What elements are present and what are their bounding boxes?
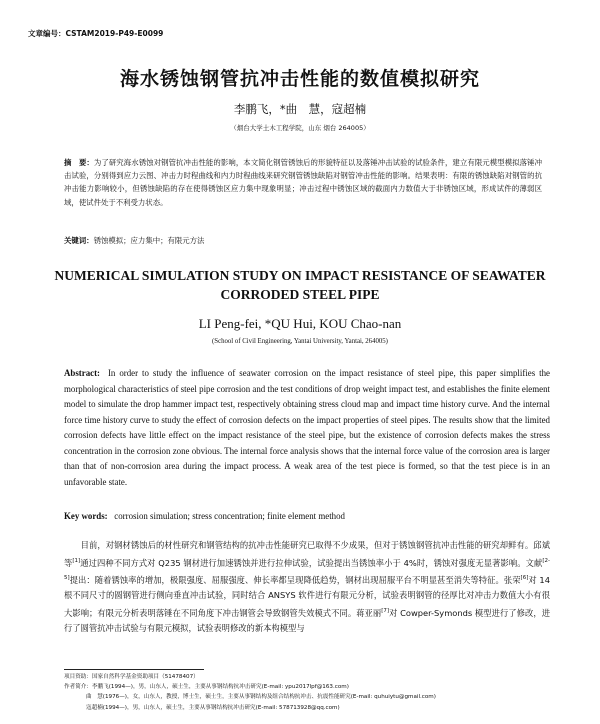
chinese-abstract-label: 摘 要： (64, 158, 94, 167)
english-abstract-text: In order to study the influence of seawater corrosion on the impact resistance of steel pipe, this paper simplifies the morphological characteristics of steel pipe corrosion and the test conditions of drop weight impact test, and establishes the finite element model to simulate the drop hammer impact test, respectively obtaining stress cloud map and impact time history curve. And the internal force time history curve to study the effect of corrosion defects on the impact properties of steel pipes. The results show that the limited corrosion defects have little effect on the impact resistance of the steel pipe, but the existence of corrosion defects makes the stress concentration in the corrosion zone obvious. The internal force analysis shows that the internal force value of the corrosion area is larger than that of non-corrosion area during the impact process. A weak area of the test piece is formed, so that the test piece is in an unfavorable state. (64, 368, 551, 487)
body-text-segment: 提出：随着锈蚀率的增加，极限强度、屈服强度、伸长率都呈现降低趋势，钢材出现屈服平台不明显甚至消失等特征。张荣 (69, 574, 521, 585)
chinese-title: 海水锈蚀钢管抗冲击性能的数值模拟研究 (119, 68, 480, 90)
english-affiliation: (School of Civil Engineering, Yantai University, Yantai, 264005) (212, 338, 388, 345)
body-text-segment: 目前，对钢材锈蚀后的材性研究和钢管结构的抗冲击性能研究已取得不少成果，但对于锈蚀钢管抗冲击性能的研究却鲜有。邱斌等 (64, 540, 550, 568)
english-keywords-text: corrosion simulation; stress concentration; finite element method (114, 511, 345, 521)
body-text (64, 538, 550, 637)
body-text-segment: 通过四种不同方式对 Q235 钢材进行加速锈蚀并进行拉伸试验，试验提出当锈蚀率小于 4%时，锈蚀对强度无显著影响。文献 (80, 557, 543, 568)
english-abstract (64, 366, 550, 490)
chinese-affiliation: （烟台大学土木工程学院，山东 烟台 264005） (230, 124, 370, 132)
body-paragraph (64, 538, 550, 637)
citation-ref: [2-5] (64, 557, 550, 581)
citation-ref: [6] (520, 574, 529, 581)
footnote-divider (64, 669, 204, 670)
author-note: 曲 慧(1976—)，女，山东人，教授，博士生，硕士生，主要从事钢结构及组合结构抗冲击、抗震性能研究(E-mail: quhuiytu@gmail.com) (86, 694, 436, 701)
english-keywords (64, 511, 550, 521)
english-abstract-label: Abstract: (64, 368, 100, 378)
citation-ref: [1] (72, 557, 81, 564)
author-note: 作者简介：李鹏飞(1994—)，男，山东人，硕士生，主要从事钢结构抗冲击研究(E-mail: ypu2017lpf@163.com) (64, 684, 349, 691)
article-number: 文章编号：CSTAM2019-P49-E0099 (28, 29, 164, 38)
chinese-keywords-label: 关键词： (64, 236, 94, 245)
author-note: 寇超楠(1994—)，男，山东人，硕士生，主要从事钢结构抗冲击研究(E-mail: 578713928@qq.com) (86, 704, 340, 711)
chinese-keywords (64, 235, 542, 246)
chinese-authors: 李鹏飞，*曲 慧，寇超楠 (233, 102, 367, 116)
english-keywords-label: Key words: (64, 511, 108, 521)
body-text-segment: 对 Cowper-Symonds 模型进行了修改，进行了圆管抗冲击试验与有限元模拟，试验表明修改的新本构模型与 (64, 607, 550, 634)
footnotes (64, 672, 564, 713)
chinese-keywords-text: 锈蚀模拟；应力集中；有限元方法 (93, 236, 205, 245)
english-title: NUMERICAL SIMULATION STUDY ON IMPACT RESISTANCE OF SEAWATER CORRODED STEEL PIPE (54, 268, 546, 302)
chinese-abstract (64, 156, 542, 209)
citation-ref: [7] (381, 607, 390, 614)
english-authors: LI Peng-fei, *QU Hui, KOU Chao-nan (198, 316, 402, 331)
fund-note: 项目资助：国家自然科学基金资助项目（51478407） (64, 674, 199, 680)
body-text-segment: 对 14 根不同尺寸的圆钢管进行侧向垂直冲击试验，同时结合 ANSYS 软件进行有限元分析，试验表明钢管的径厚比对冲击力数值大小有很大影响；有限元分析表明落锤在不同角度下冲击钢管会导致钢管失效模式不同。蒋亚丽 (64, 574, 550, 618)
chinese-abstract-text: 为了研究海水锈蚀对钢管抗冲击性能的影响，本文简化钢管锈蚀后的形貌特征以及落锤冲击试验的试验条件，建立有限元模型模拟落锤冲击试验，分别得到应力云图、冲击力时程曲线和内力时程曲线来研究钢管锈蚀缺陷对钢管冲击性能的影响。结果表明：有限的锈蚀缺陷对钢管的抗冲击能力影响较小，但锈蚀缺陷的存在使得锈蚀区应力集中现象明显；冲击过程中锈蚀区域的截面内力数值大于非锈蚀区域，形成试件的薄弱区域，使试件处于不利受力状态。 (64, 158, 542, 207)
